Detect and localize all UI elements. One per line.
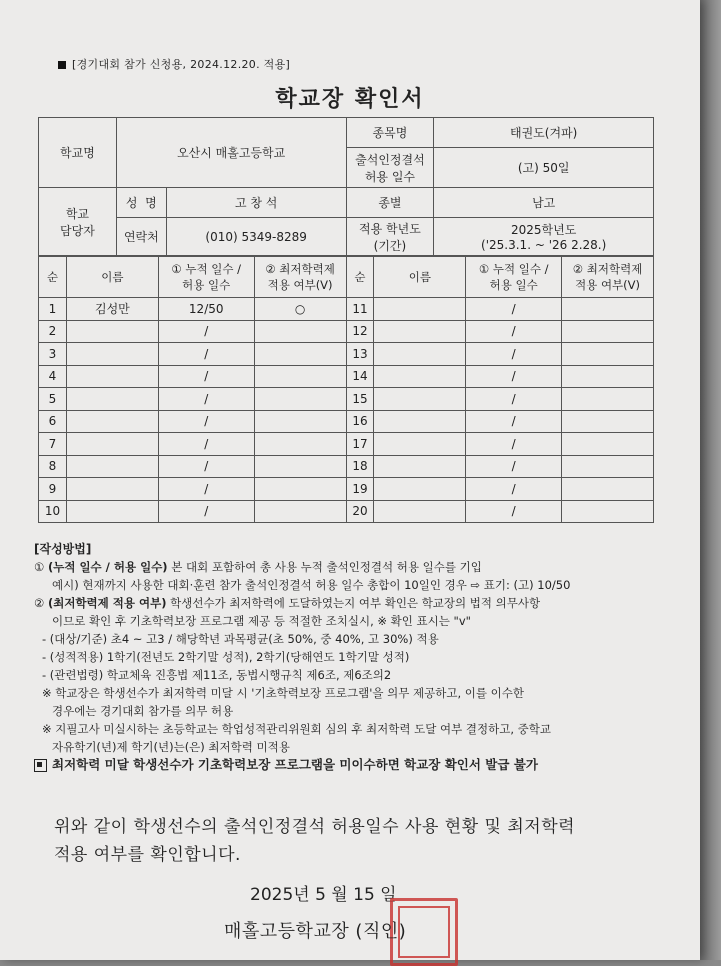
- school-value: 오산시 매홀고등학교: [116, 118, 346, 188]
- row-min-right: [562, 478, 654, 501]
- name-label: 성 명: [116, 188, 166, 218]
- row-no-right: 20: [346, 500, 374, 523]
- row-min: [254, 410, 346, 433]
- row-name-right: [374, 320, 466, 343]
- row-name-right: [374, 478, 466, 501]
- table-row: [39, 455, 654, 478]
- row-min: [254, 365, 346, 388]
- table-row: [39, 410, 654, 433]
- confirm-line-2: 적용 여부를 확인합니다.: [54, 845, 241, 865]
- row-days: 12/50: [158, 298, 254, 321]
- year-label: [346, 218, 434, 256]
- event-value: 태권도(겨파): [434, 118, 654, 148]
- row-no: 5: [39, 388, 67, 411]
- row-name-right: [374, 388, 466, 411]
- warning-text: 최저학력 미달 학생선수가 기초학력보장 프로그램을 미이수하면 학교장 확인서 발급 불가: [52, 757, 538, 772]
- principal-signature: 매홀고등학교장 (직인): [224, 921, 407, 942]
- row-min-right: [562, 343, 654, 366]
- row-no: 9: [39, 478, 67, 501]
- row-no: 7: [39, 433, 67, 456]
- header-min-1: ② 최저학력제: [265, 262, 335, 276]
- row-days-right: /: [466, 320, 562, 343]
- year-label-1: 적용 학년도: [359, 221, 421, 236]
- confirmation-statement: [54, 813, 684, 869]
- row-days-right: /: [466, 433, 562, 456]
- issue-date: 2025년 5 월 15 일: [250, 885, 397, 905]
- background-edge: [700, 0, 721, 960]
- row-min-right: [562, 320, 654, 343]
- name-value: 고 창 석: [166, 188, 346, 218]
- roster-table: [38, 256, 654, 523]
- allow-label-1: 출석인정결석: [355, 152, 425, 167]
- row-no-right: 16: [346, 410, 374, 433]
- table-row: [39, 298, 654, 321]
- row-min: [254, 343, 346, 366]
- gender-label: 종별: [346, 188, 434, 218]
- row-name-right: [374, 433, 466, 456]
- table-row: [39, 365, 654, 388]
- header-min-2: 적용 여부(V): [267, 278, 333, 292]
- event-label: 종목명: [346, 118, 434, 148]
- note-remark-1b: 경우에는 경기대회 참가를 의무 허용: [52, 704, 234, 718]
- note-1-num: ①: [34, 560, 45, 574]
- row-min-right: [562, 298, 654, 321]
- note-1-example: 예시) 현재까지 사용한 대회·훈련 참가 출석인정결석 허용 일수 총합이 10일인 경우 ⇨ 표기: (고) 10/50: [52, 578, 571, 592]
- row-min-right: [562, 410, 654, 433]
- table-row: [39, 500, 654, 523]
- row-name: [66, 478, 158, 501]
- note-bullet-1: - (대상/기준) 초4 ~ 고3 / 해당학년 과목평균(초 50%, 중 40%, 고 30%) 적용: [42, 632, 439, 646]
- note-2: [34, 594, 684, 612]
- note-remark-1: ※ 학교장은 학생선수가 최저학력 미달 시 '기초학력보장 프로그램'을 의무 제공하고, 이를 이수한: [42, 686, 524, 700]
- row-days: /: [158, 388, 254, 411]
- row-min: [254, 500, 346, 523]
- note-2-text: 학생선수가 최저학력에 도달하였는지 여부 확인은 학교장의 법적 의무사항: [166, 596, 541, 610]
- warning: [34, 756, 684, 774]
- header-days-right-1: ① 누적 일수 /: [478, 262, 549, 276]
- row-name-right: [374, 455, 466, 478]
- row-days-right: /: [466, 410, 562, 433]
- table-row: [39, 343, 654, 366]
- info-table: [38, 117, 654, 256]
- year-value-2: ('25.3.1. ~ '26 2.28.): [481, 238, 607, 252]
- header-days: [158, 257, 254, 298]
- manager-label-1: 학교: [65, 206, 90, 221]
- page-title: 학교장 확인서: [275, 87, 425, 112]
- row-name-right: [374, 298, 466, 321]
- school-label: 학교명: [39, 118, 117, 188]
- row-name-right: [374, 410, 466, 433]
- header-no: 순: [39, 257, 67, 298]
- header-days-1: ① 누적 일수 /: [171, 262, 242, 276]
- row-days: /: [158, 455, 254, 478]
- header-days-right: [466, 257, 562, 298]
- row-no-right: 12: [346, 320, 374, 343]
- allow-label-2: 허용 일수: [364, 169, 416, 184]
- row-no-right: 11: [346, 298, 374, 321]
- contact-value: (010) 5349-8289: [166, 218, 346, 256]
- header-min: [254, 257, 346, 298]
- row-no: 8: [39, 455, 67, 478]
- row-min-right: [562, 500, 654, 523]
- header-note-text: [경기대회 참가 신청용, 2024.12.20. 적용]: [72, 58, 291, 71]
- row-no: 6: [39, 410, 67, 433]
- row-no: 10: [39, 500, 67, 523]
- row-min-right: [562, 388, 654, 411]
- note-2-bold: (최저학력제 적용 여부): [47, 596, 167, 610]
- roster-header-row: [39, 257, 654, 298]
- row-no: 2: [39, 320, 67, 343]
- row-min: ○: [254, 298, 346, 321]
- header-no-right: 순: [346, 257, 374, 298]
- row-days: /: [158, 500, 254, 523]
- row-name: [66, 343, 158, 366]
- instructions-heading: [작성방법]: [34, 542, 92, 556]
- allow-value: (고) 50일: [434, 148, 654, 188]
- row-no-right: 14: [346, 365, 374, 388]
- header-min-right-2: 적용 여부(V): [575, 278, 641, 292]
- row-no: 4: [39, 365, 67, 388]
- row-min-right: [562, 433, 654, 456]
- row-min-right: [562, 365, 654, 388]
- row-name-right: [374, 365, 466, 388]
- gender-value: 남고: [434, 188, 654, 218]
- table-row: [39, 388, 654, 411]
- row-days-right: /: [466, 388, 562, 411]
- row-no-right: 19: [346, 478, 374, 501]
- row-days: /: [158, 410, 254, 433]
- row-days: /: [158, 365, 254, 388]
- manager-label: [39, 188, 117, 256]
- checkbox-icon: [34, 759, 47, 772]
- header-min-right-1: ② 최저학력제: [572, 262, 643, 276]
- square-bullet-icon: [58, 61, 66, 69]
- note-2-num: ②: [34, 596, 45, 610]
- row-days: /: [158, 478, 254, 501]
- row-days: /: [158, 320, 254, 343]
- row-no-right: 13: [346, 343, 374, 366]
- row-days-right: /: [466, 478, 562, 501]
- header-name: 이름: [66, 257, 158, 298]
- header-name-right: 이름: [374, 257, 466, 298]
- header-days-2: 허용 일수: [182, 278, 231, 292]
- note-1-bold: (누적 일수 / 허용 일수): [47, 560, 168, 574]
- instructions: [34, 540, 684, 774]
- year-label-2: (기간): [373, 238, 407, 253]
- row-name: [66, 365, 158, 388]
- row-name: [66, 388, 158, 411]
- row-min: [254, 455, 346, 478]
- row-name: [66, 433, 158, 456]
- confirm-line-1: 위와 같이 학생선수의 출석인정결석 허용일수 사용 현황 및 최저학력: [54, 817, 576, 837]
- year-value: [434, 218, 654, 256]
- row-days-right: /: [466, 298, 562, 321]
- row-name: 김성만: [66, 298, 158, 321]
- note-1: [34, 558, 684, 576]
- row-min: [254, 433, 346, 456]
- row-name-right: [374, 343, 466, 366]
- row-no: 3: [39, 343, 67, 366]
- row-name: [66, 320, 158, 343]
- row-days: /: [158, 433, 254, 456]
- note-2-text2: 이므로 확인 후 기초학력보장 프로그램 제공 등 적절한 조치실시, ※ 확인 표시는 "v": [52, 614, 471, 628]
- row-min: [254, 320, 346, 343]
- year-value-1: 2025학년도: [511, 223, 577, 237]
- row-name: [66, 455, 158, 478]
- row-days-right: /: [466, 365, 562, 388]
- row-no-right: 15: [346, 388, 374, 411]
- row-min: [254, 388, 346, 411]
- note-remark-2b: 자유학기(년)제 학기(년)는(은) 최저학력 미적용: [52, 740, 290, 754]
- row-no-right: 18: [346, 455, 374, 478]
- table-row: [39, 433, 654, 456]
- row-days-right: /: [466, 500, 562, 523]
- row-name-right: [374, 500, 466, 523]
- row-name: [66, 410, 158, 433]
- header-min-right: [562, 257, 654, 298]
- header-note: [58, 56, 290, 72]
- note-1-text: 본 대회 포함하여 총 사용 누적 출석인정결석 허용 일수를 기입: [167, 560, 482, 574]
- note-bullet-2: - (성적적용) 1학기(전년도 2학기말 성적), 2학기(당해연도 1학기말 성적): [42, 650, 410, 664]
- row-min: [254, 478, 346, 501]
- table-row: [39, 478, 654, 501]
- manager-label-2: 담당자: [60, 223, 95, 238]
- row-no-right: 17: [346, 433, 374, 456]
- row-days-right: /: [466, 455, 562, 478]
- row-days-right: /: [466, 343, 562, 366]
- row-name: [66, 500, 158, 523]
- contact-label: 연락처: [116, 218, 166, 256]
- allow-label: [346, 148, 434, 188]
- row-days: /: [158, 343, 254, 366]
- table-row: [39, 320, 654, 343]
- header-days-right-2: 허용 일수: [489, 278, 538, 292]
- note-bullet-3: - (관련법령) 학교체육 진흥법 제11조, 동법시행규칙 제6조, 제6조의2: [42, 668, 392, 682]
- row-min-right: [562, 455, 654, 478]
- row-no: 1: [39, 298, 67, 321]
- note-remark-2: ※ 지필고사 미실시하는 초등학교는 학업성적관리위원회 심의 후 최저학력 도달 여부 결정하고, 중학교: [42, 722, 551, 736]
